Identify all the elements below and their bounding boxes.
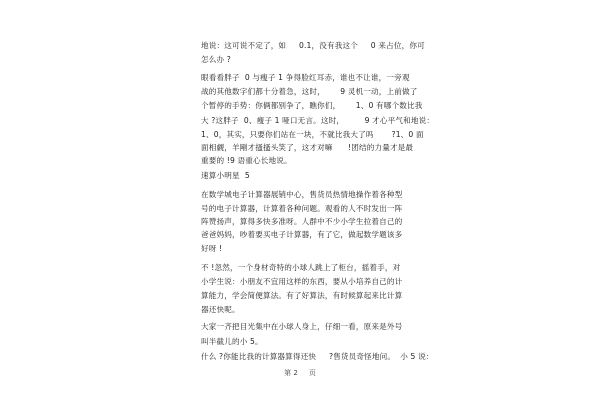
section-heading: 速算小明星 5: [201, 171, 250, 180]
text-line: 在数学城电子计算器展销中心，售货员热情地操作着各种型: [201, 190, 403, 199]
text-line: 个暂停的手势：你俩都别争了，瞧你们， 1、0 有哪个数比我: [201, 101, 423, 110]
text-line: 号的电子计算器，计算着各种问题。观看的人不时发出一阵: [201, 204, 403, 213]
text-line: 1、0，其实，只要你们站在一块，不就比我大了吗 ?1、0 面: [201, 130, 424, 139]
text-line: 好呀 !: [201, 244, 223, 253]
text-line: 眼看看胖子 0 与瘦子 1 争得脸红耳赤，谁也不让谁，一旁观: [201, 73, 410, 82]
text-line: 重要的 !9 语重心长地说。: [201, 156, 292, 165]
text-line: 战的其他数字们都十分着急，这时， 9 灵机一动，上前做了: [201, 87, 418, 96]
text-line: 大 ?这胖子 0、瘦子 1 哑口无言。这时， 9 才心平气和地说：: [201, 116, 435, 125]
page-number: 第 2 页: [284, 369, 316, 377]
text-line: 地说：这可说不定了，如 0.1，没有我这个 0 来占位，你可: [201, 41, 425, 50]
text-line: 不 !忽然，一个身材奇特的小球人跳上了柜台，摇着手，对: [201, 263, 401, 272]
text-line: 阵赞扬声，算得多快多准呀。人群中不少小学生拉着自己的: [201, 217, 403, 226]
text-line: 小学生说：小朋友不宜用这样的东西，要从小培养自己的计: [201, 277, 403, 286]
text-line: 面相觑，羊剛才搔搔头笑了，这才对嘛 !团结的力量才是最: [201, 143, 414, 152]
text-line: 器还快呢。: [201, 305, 240, 314]
text-line: 算能力，学会简便算法。有了好算法，有时候算起来比计算: [201, 291, 403, 300]
text-line: 叫半截儿的小 5。: [201, 337, 263, 346]
text-line: 怎么办 ?: [201, 55, 231, 64]
text-line: 什么 ?你能比我的计算器算得还快 ?售货员奇怪地问。 小 5 说：: [201, 352, 434, 361]
text-line: 大家一齐把目光集中在小球人身上，仔细一看，原来是外号: [201, 322, 403, 331]
text-line: 爸爸妈妈，吵着要买电子计算器，有了它，做起数学题该多: [201, 230, 403, 239]
